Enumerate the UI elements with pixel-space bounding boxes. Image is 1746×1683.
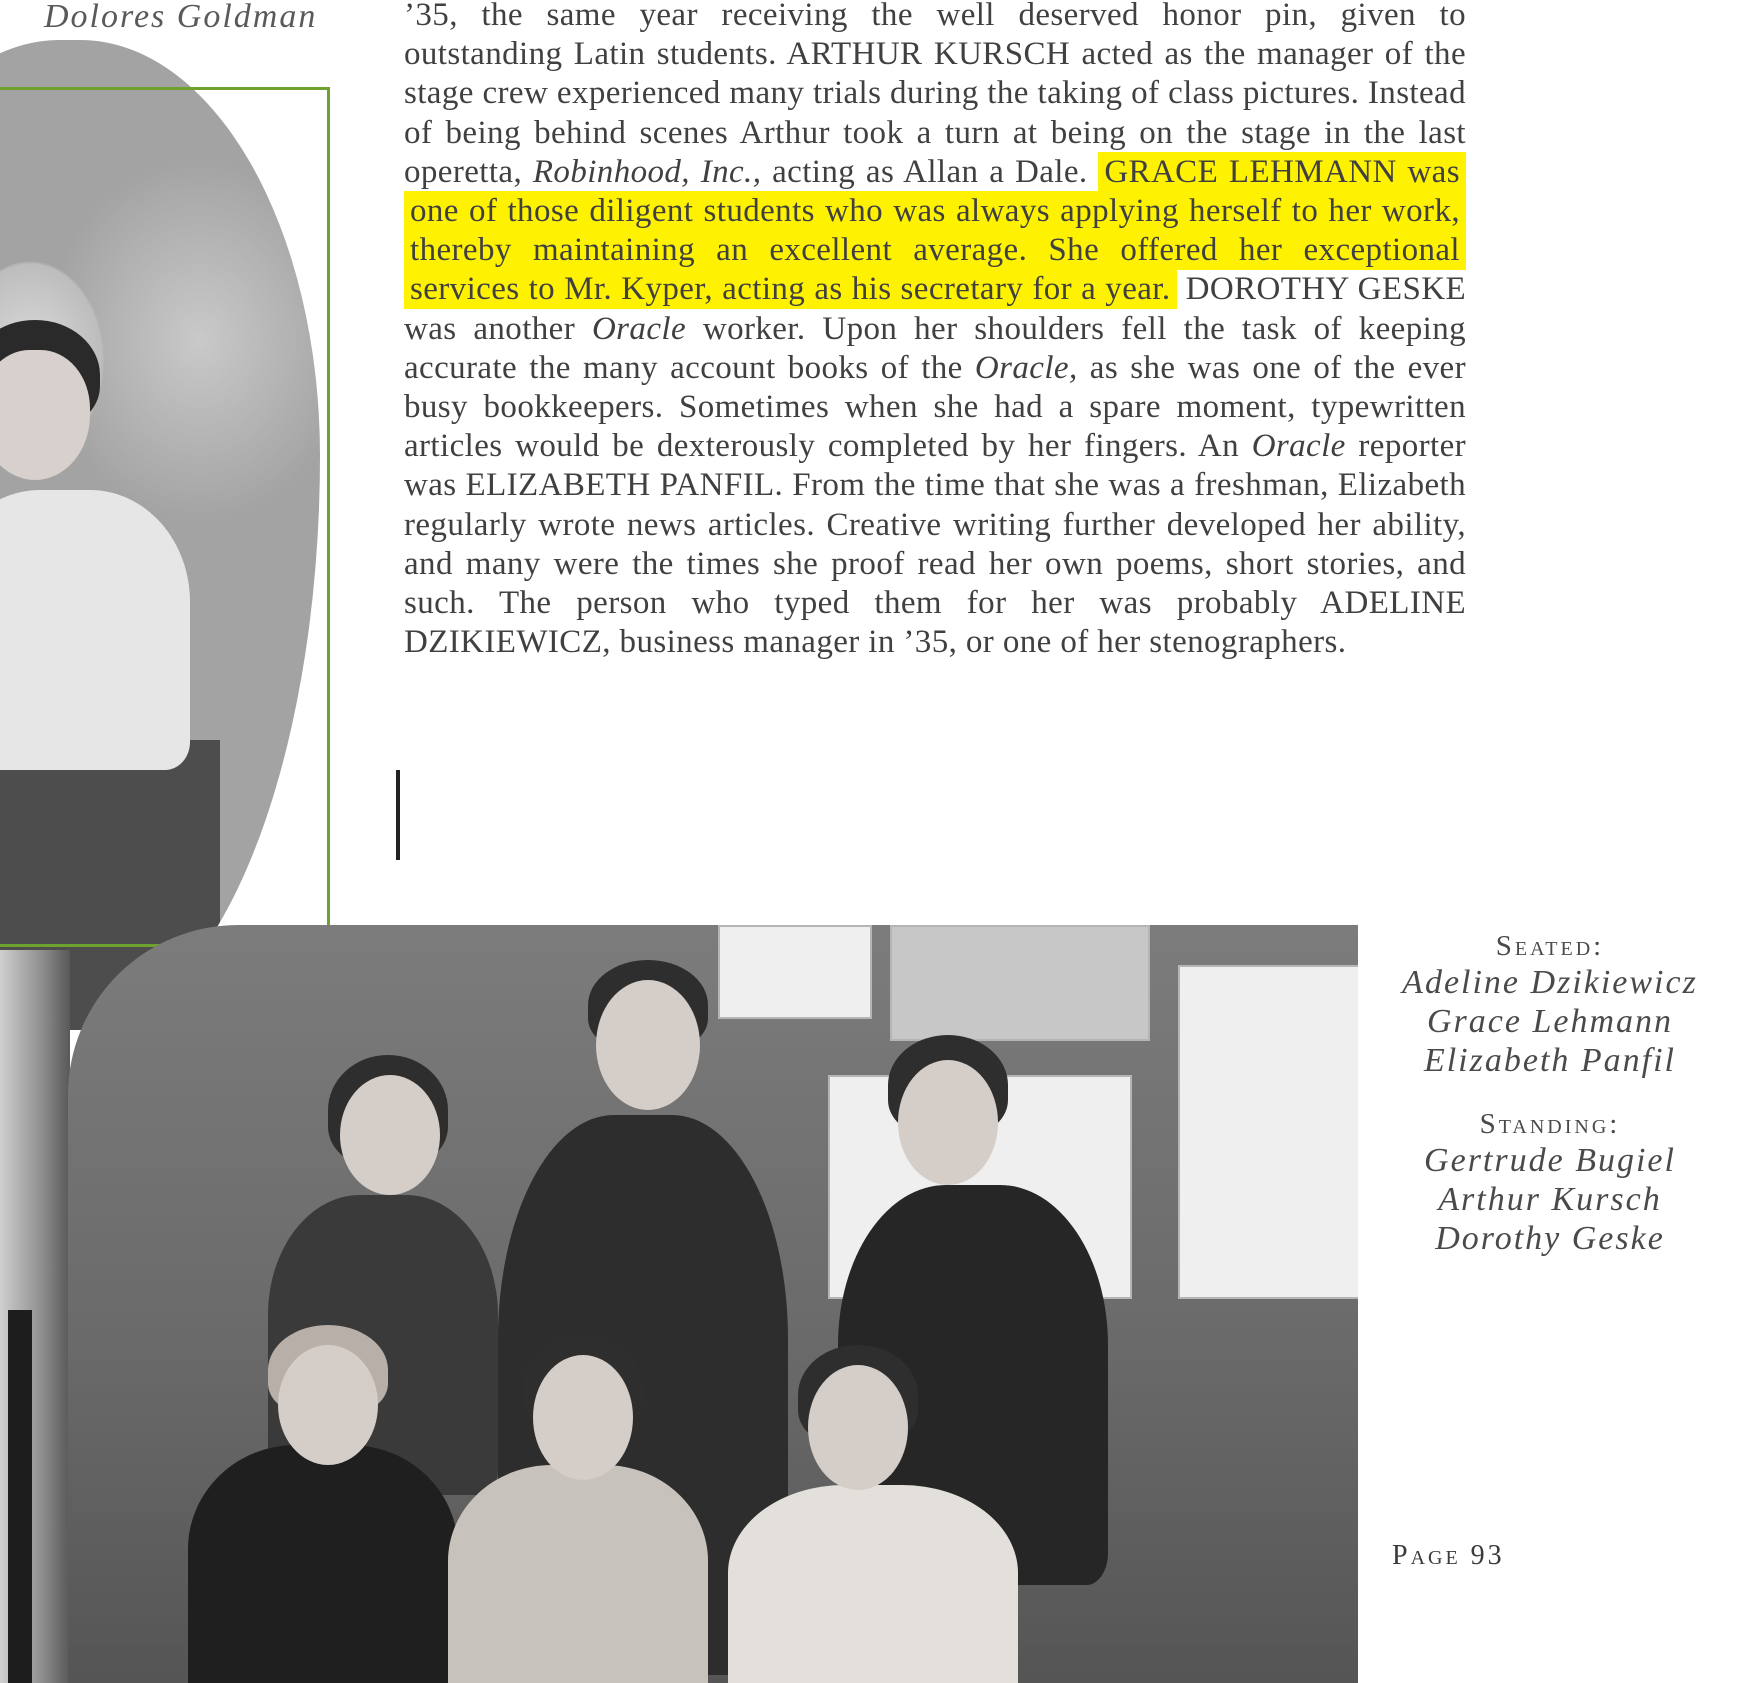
oracle-title: Oracle — [591, 310, 686, 347]
text-segment: DOROTHY GESKE was another — [404, 271, 1466, 347]
face — [340, 1075, 440, 1195]
face — [898, 1060, 998, 1185]
standing-name: Arthur Kursch — [1438, 1181, 1662, 1218]
stairway-strip — [0, 950, 70, 1683]
person-seated-right — [728, 1485, 1018, 1683]
face — [278, 1345, 378, 1465]
stair-rail — [8, 1310, 32, 1683]
oracle-title: Oracle, — [974, 349, 1078, 386]
person-seated-center — [448, 1465, 708, 1683]
oracle-title: Oracle — [1251, 428, 1346, 465]
person-seated-left — [188, 1445, 458, 1683]
text-segment: acting as Allan a Dale. — [761, 153, 1099, 190]
group-photo — [68, 925, 1358, 1683]
selection-frame[interactable] — [0, 87, 330, 947]
text-segment: reporter was ELIZABETH PANFIL. From the time that she was a freshman, Elizabeth regularly wrote news articles. Creative writing further developed her ability, and many were the times she proof read her own poems, short stories, and such. The person who typed them for her was probably ADELINE DZIKIEWICZ, business manager in ’35, or one of her stenographers. — [404, 428, 1467, 661]
highlighted-passage[interactable]: GRACE LEHMANN was one of those diligent students who was always applying herself to her work, thereby maintaining an excellent average. She offered her exceptional services to Mr. Kyper, acting as his secretary for a year. — [404, 152, 1466, 310]
seated-name: Adeline Dzikiewicz — [1402, 964, 1698, 1001]
operetta-title: Robinhood, Inc., — [532, 153, 762, 190]
seated-label: Seated: — [1495, 930, 1605, 962]
text-segment: worker. Upon her shoulders fell the task of keeping accurate the many account books of the — [404, 310, 1466, 386]
standing-name: Dorothy Geske — [1435, 1220, 1665, 1257]
seated-caption — [1360, 930, 1740, 1080]
seated-name: Elizabeth Panfil — [1423, 1042, 1677, 1079]
wall-sheet — [1178, 965, 1358, 1299]
face — [596, 980, 700, 1110]
wall-map — [890, 925, 1150, 1041]
text-segment: as she was one of the ever busy bookkeepers. Sometimes when she had a spare moment, typewritten articles would be dexterously completed by her fingers. An — [404, 349, 1466, 465]
standing-label: Standing: — [1479, 1108, 1621, 1140]
face — [808, 1365, 908, 1490]
article-text — [404, 0, 1466, 662]
standing-caption — [1360, 1108, 1740, 1258]
page-number: Page 93 — [1392, 1540, 1505, 1571]
portrait-caption: Dolores Goldman — [44, 0, 318, 35]
text-segment: ’35, the same year receiving the well deserved honor pin, given to outstanding Latin students. ARTHUR KURSCH acted as the manager of the stage crew experienced many trials during the taking of class pictures. Instead of being behind scenes Arthur took a turn at being on the stage in the last operetta, — [404, 0, 1466, 190]
face — [533, 1355, 633, 1480]
standing-name: Gertrude Bugiel — [1424, 1142, 1676, 1179]
seated-name: Grace Lehmann — [1426, 1003, 1674, 1040]
text-cursor-mark — [396, 770, 400, 860]
wall-poster — [718, 925, 872, 1019]
